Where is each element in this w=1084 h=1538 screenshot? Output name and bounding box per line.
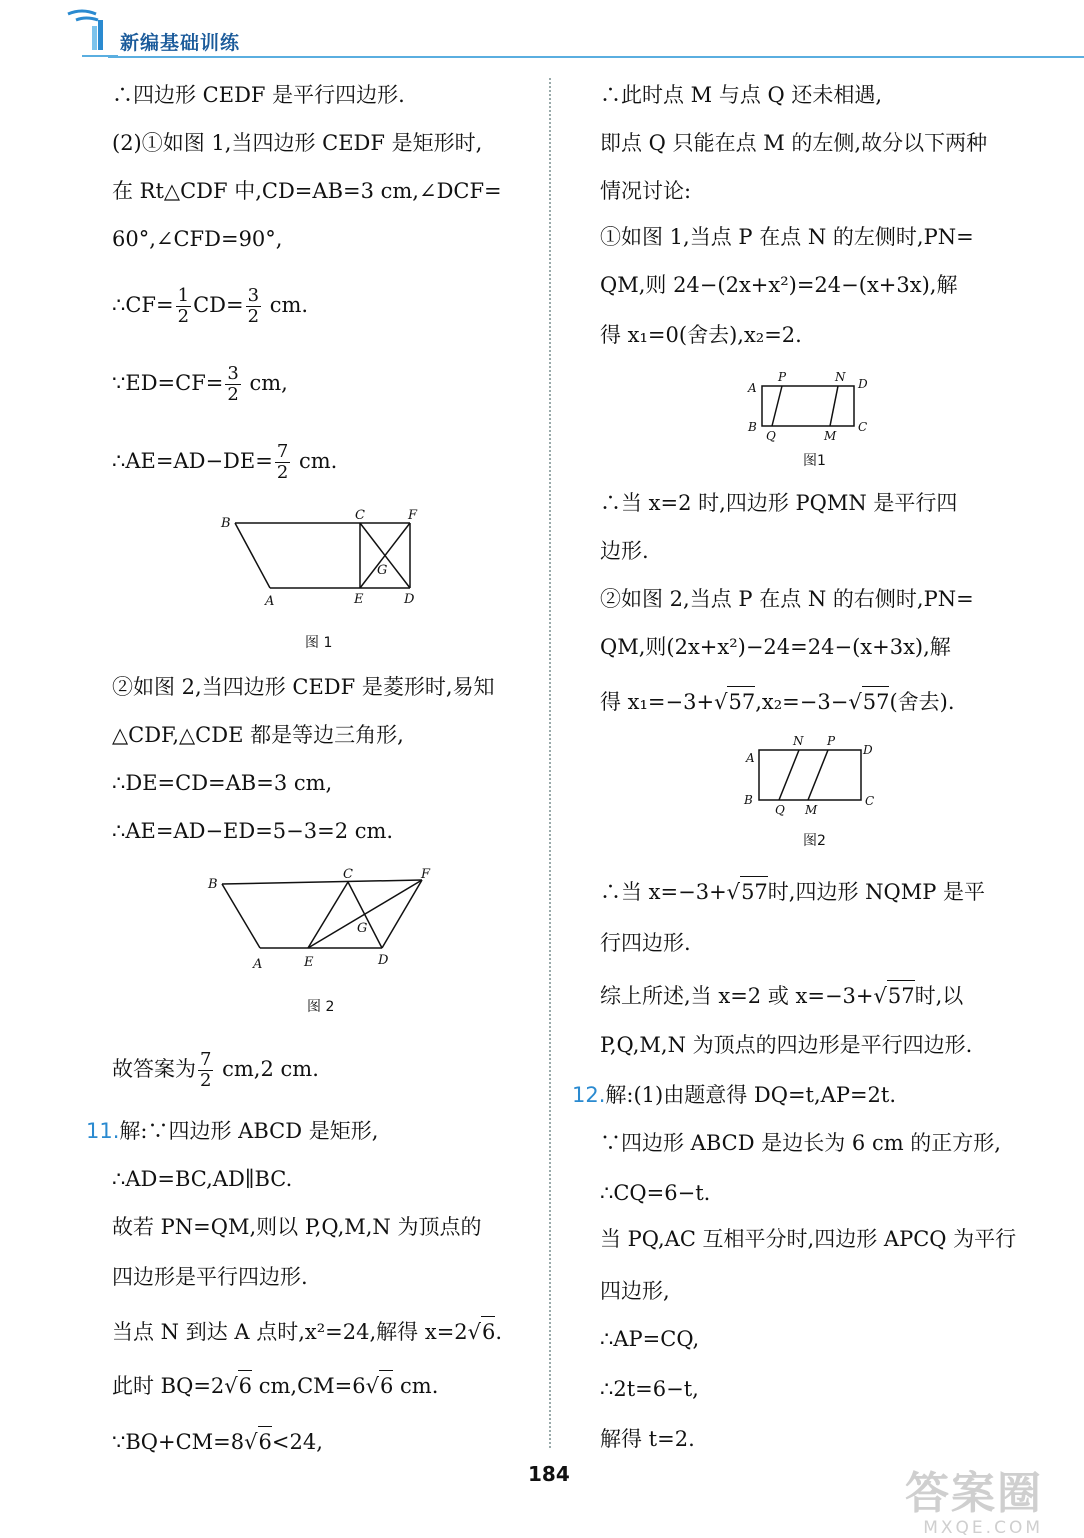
text-line: 情况讨论: <box>600 179 692 203</box>
segment-bf <box>222 880 422 884</box>
label-a: A <box>746 751 755 765</box>
text-line: ∴AP=CQ, <box>600 1327 700 1351</box>
text-line: ∴DE=CD=AB=3 cm, <box>112 771 333 795</box>
question-11: 11.解:∵四边形 ABCD 是矩形, <box>86 1119 379 1143</box>
figure-caption: 图 2 <box>307 999 335 1015</box>
text-line: ∵四边形 ABCD 是边长为 6 cm 的正方形, <box>600 1131 1001 1155</box>
label-b: B <box>208 877 218 892</box>
formula-line: 得 x₁=−3+√57,x₂=−3−√57(舍去). <box>600 686 955 717</box>
label-a: A <box>748 381 757 395</box>
text-line: 在 Rt△CDF 中,CD=AB=3 cm,∠DCF= <box>112 179 502 203</box>
fraction: $\frac{7}{2}$ <box>276 441 289 483</box>
text-line: P,Q,M,N 为顶点的四边形是平行四边形. <box>600 1033 973 1057</box>
rectangle-abcd <box>762 386 854 426</box>
label-d: D <box>378 953 389 968</box>
label-m: M <box>805 803 818 817</box>
figure-caption: 图1 <box>803 453 826 469</box>
formula-line: 综上所述,当 x=2 或 x=−3+√57时,以 <box>600 980 963 1011</box>
text-line: 得 x₁=0(舍去),x₂=2. <box>600 323 802 347</box>
formula-cf: ∴CF= $\frac{1}{2}$ CD= $\frac{3}{2}$ cm. <box>112 285 309 327</box>
question-number: 11. <box>86 1119 120 1143</box>
figure-caption: 图 1 <box>305 635 333 651</box>
text-line: 边形. <box>600 539 649 563</box>
fraction: $\frac{3}{2}$ <box>247 285 260 327</box>
text-line: 60°,∠CFD=90°, <box>112 227 283 251</box>
text-line: ∴CQ=6−t. <box>600 1181 711 1205</box>
text-line: ∴AD=BC,AD∥BC. <box>112 1167 293 1191</box>
text-line: 四边形, <box>600 1279 670 1303</box>
figure-caption: 图2 <box>803 833 826 849</box>
label-a: A <box>265 594 275 609</box>
label-c: C <box>865 794 875 808</box>
label-f: F <box>408 508 418 523</box>
label-p: P <box>827 734 836 748</box>
text-line: ∴四边形 CEDF 是平行四边形. <box>112 83 405 107</box>
formula-line: ∴当 x=−3+√57时,四边形 NQMP 是平 <box>600 876 985 907</box>
segment-ba <box>222 884 260 948</box>
watermark-logo-text: 答案圈 <box>905 1468 1043 1519</box>
fraction: $\frac{1}{2}$ <box>177 285 190 327</box>
formula-line: ∵BQ+CM=8√6<24, <box>112 1426 323 1457</box>
text-line: 当 PQ,AC 互相平分时,四边形 APCQ 为平行 <box>600 1227 1017 1251</box>
segment-fd <box>382 880 422 948</box>
text-line: ∴当 x=2 时,四边形 PQMN 是平行四 <box>600 491 958 515</box>
label-e: E <box>304 955 314 970</box>
label-q: Q <box>775 803 785 817</box>
formula-ae: ∴AE=AD−DE= $\frac{7}{2}$ cm. <box>112 441 338 483</box>
label-d: D <box>863 743 873 757</box>
segment-ce <box>308 882 348 948</box>
figure-left-2 <box>200 862 440 972</box>
text-line: 解得 t=2. <box>600 1427 695 1451</box>
label-e: E <box>354 592 364 607</box>
label-b: B <box>744 793 753 807</box>
formula-line: 此时 BQ=2√6 cm,CM=6√6 cm. <box>112 1370 438 1401</box>
column-divider <box>549 78 551 1448</box>
text-line: ∴此时点 M 与点 Q 还未相遇, <box>600 83 883 107</box>
text-line: QM,则 24−(2x+x²)=24−(x+3x),解 <box>600 273 958 297</box>
label-c: C <box>355 508 365 523</box>
label-g: G <box>357 921 368 936</box>
rectangle-abcd <box>759 750 861 800</box>
label-b: B <box>748 420 757 434</box>
segment-nm <box>830 386 838 426</box>
text-line: ∴2t=6−t, <box>600 1377 699 1401</box>
label-g: G <box>377 563 388 578</box>
book-title: 新编基础训练 <box>120 32 241 54</box>
text-line: 即点 Q 只能在点 M 的左侧,故分以下两种 <box>600 131 988 155</box>
label-b: B <box>221 516 231 531</box>
segment-pm <box>808 750 828 800</box>
label-f: F <box>421 867 431 882</box>
label-d: D <box>858 377 868 391</box>
label-n: N <box>793 734 804 748</box>
text-line: △CDF,△CDE 都是等边三角形, <box>112 723 404 747</box>
figure-right-2 <box>735 732 885 824</box>
text-line: ①如图 1,当点 P 在点 N 的左侧时,PN= <box>600 225 974 249</box>
segment-nq <box>779 750 799 800</box>
label-a: A <box>253 957 263 972</box>
label-c: C <box>343 867 353 882</box>
text-line: QM,则(2x+x²)−24=24−(x+3x),解 <box>600 635 951 659</box>
segment-pq <box>772 386 782 426</box>
segment-cd <box>348 882 382 948</box>
text-line: 行四边形. <box>600 931 691 955</box>
label-c: C <box>858 420 868 434</box>
formula-ed: ∵ED=CF= $\frac{3}{2}$ cm, <box>112 363 288 405</box>
header-rule <box>108 56 1084 58</box>
figure-left-1 <box>215 505 425 610</box>
label-d: D <box>404 592 415 607</box>
text-line: 四边形是平行四边形. <box>112 1265 308 1289</box>
text-line: ②如图 2,当四边形 CEDF 是菱形时,易知 <box>112 675 495 699</box>
page-header <box>0 0 1084 60</box>
segment-ba <box>235 523 270 588</box>
formula-line: 当点 N 到达 A 点时,x²=24,解得 x=2√6. <box>112 1316 502 1347</box>
label-m: M <box>824 429 837 443</box>
text-line: ②如图 2,当点 P 在点 N 的右侧时,PN= <box>600 587 974 611</box>
text-line: 故若 PN=QM,则以 P,Q,M,N 为顶点的 <box>112 1215 482 1239</box>
segment-fe <box>308 880 422 948</box>
fraction: $\frac{7}{2}$ <box>200 1049 212 1091</box>
label-q: Q <box>766 429 776 443</box>
label-p: P <box>778 370 787 384</box>
question-number: 12. <box>572 1083 606 1107</box>
question-12: 12.解:(1)由题意得 DQ=t,AP=2t. <box>572 1083 897 1107</box>
page-number: 184 <box>528 1462 570 1486</box>
formula-answer: 故答案为 $\frac{7}{2}$ cm,2 cm. <box>112 1049 319 1091</box>
label-n: N <box>835 370 846 384</box>
text-line: ∴AE=AD−ED=5−3=2 cm. <box>112 819 394 843</box>
watermark <box>905 1470 1043 1538</box>
watermark-url: MXQE.COM <box>923 1518 1043 1538</box>
book-logo-icon <box>62 6 118 58</box>
text-line: (2)①如图 1,当四边形 CEDF 是矩形时, <box>112 131 483 155</box>
fraction: $\frac{3}{2}$ <box>227 363 239 405</box>
